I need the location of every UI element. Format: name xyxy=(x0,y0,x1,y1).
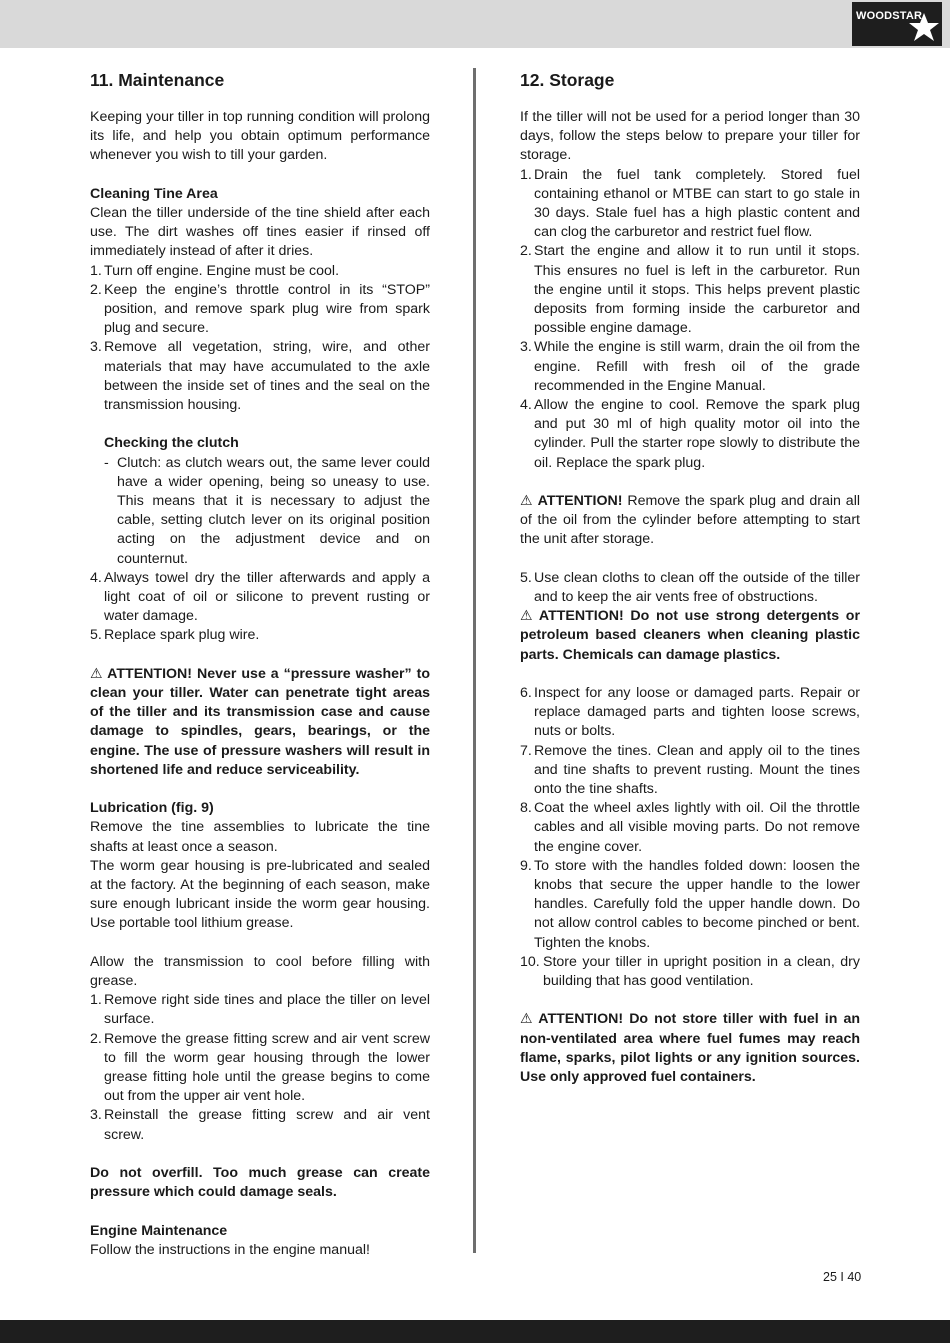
list-item: 1. Turn off engine. Engine must be cool. xyxy=(90,262,340,279)
pressure-washer-warning: ⚠ ATTENTION! Never use a “pressure washer” to clean your tiller. Water can penetrate tight areas of the tiller and its transmission case and cause damage to spindles, gears, bearings, or the engine. The use of pressure washers will result in shortened life and reduce serviceability. xyxy=(90,665,430,778)
star-icon xyxy=(904,12,940,42)
list-item: 6. Inspect for any loose or damaged parts. Repair or replace damaged parts and tighten loose screws, nuts or bolts. xyxy=(520,685,860,740)
detergent-warning: ⚠ ATTENTION! Do not use strong detergents or petroleum based cleaners when cleaning plastic parts. Chemicals can damage plastics. xyxy=(520,608,860,663)
list-item: 2. Remove the grease fitting screw and air vent screw to fill the worm gear housing through the lower grease fitting hole until the grease begins to come out from the upper air vent hole. xyxy=(90,1030,430,1105)
column-divider xyxy=(473,68,476,1253)
list-item: 4. Allow the engine to cool. Remove the spark plug and put 30 ml of high quality motor oil into the cylinder. Pull the starter rope slowly to distribute the oil. Replace the spark plug. xyxy=(520,397,860,471)
allow-cool-text: Allow the transmission to cool before filling with grease. xyxy=(90,953,430,990)
list-item: 8. Coat the wheel axles lightly with oil. Oil the throttle cables and all visible moving parts. Do not remove the engine cover. xyxy=(520,800,860,855)
list-item: 5. Use clean cloths to clean off the outside of the tiller and to keep the air vents free of obstructions. xyxy=(520,569,860,606)
lubrication-text-1: Remove the tine assemblies to lubricate the tine shafts at least once a season. xyxy=(90,819,430,855)
storage-intro: If the tiller will not be used for a period longer than 30 days, follow the steps below to prepare your tiller for storage. xyxy=(520,109,860,164)
maintenance-title: 11. Maintenance xyxy=(90,70,225,90)
footer-band xyxy=(0,1320,950,1343)
list-item: 1. Remove right side tines and place the tiller on level surface. xyxy=(90,992,430,1028)
maintenance-intro: Keeping your tiller in top running condition will prolong its life, and help you obtain optimum performance whenever you wish to till your garden. xyxy=(90,109,430,164)
header-band xyxy=(0,0,950,48)
list-item: 10. Store your tiller in upright position in a clean, dry building that has good ventilation. xyxy=(520,953,860,990)
list-item: 3. While the engine is still warm, drain the oil from the engine. Refill with fresh oil of the grade recommended in the Engine Manual. xyxy=(520,339,860,394)
cleaning-heading: Cleaning Tine Area xyxy=(90,185,218,202)
list-item: 7. Remove the tines. Clean and apply oil to the tines and tine shafts to prevent rusting. Mount the tines onto the tine shafts. xyxy=(520,742,860,798)
warning-icon: ⚠ xyxy=(90,665,103,682)
list-item: 9. To store with the handles folded down: loosen the knobs that secure the upper handle to the lower handles. Carefully fold the upper handle down. Do not allow control cables to become pinched or bent. Tighten the knobs. xyxy=(520,857,860,951)
warning-icon: ⚠ xyxy=(520,493,533,510)
logo-text: WOODSTAR xyxy=(856,10,923,22)
maintenance-section xyxy=(90,68,430,1260)
fuel-storage-warning: ⚠ ATTENTION! Do not store tiller with fuel in an non-ventilated area where fuel fumes may reach flame, sparks, pilot lights or any ignition sources. Use only approved fuel containers. xyxy=(520,1011,860,1086)
clutch-heading: Checking the clutch xyxy=(104,435,239,452)
list-item: 3. Remove all vegetation, string, wire, and other materials that may have accumulated to the axle between the inside set of tines and the seal on the transmission housing. xyxy=(90,339,430,414)
spark-plug-warning: ⚠ ATTENTION! Remove the spark plug and drain all of the oil from the cylinder before attempting to start the unit after storage. xyxy=(520,493,860,548)
list-item: 3. Reinstall the grease fitting screw and air vent screw. xyxy=(90,1107,430,1143)
clutch-item: - Clutch: as clutch wears out, the same lever could have a wider opening, being so uneasy to use. This means that it is necessary to adjust the cable, setting clutch lever on its original position acting on the adjustment device and on counternut. xyxy=(104,454,430,567)
clutch-block xyxy=(90,434,430,568)
list-item: 1. Drain the fuel tank completely. Stored fuel containing ethanol or MTBE can start to go stale in 30 days. Stale fuel has a high plastic content and can clog the carburetor and restrict fuel flow. xyxy=(520,166,860,241)
engine-maintenance-heading: Engine Maintenance xyxy=(90,1222,228,1239)
engine-maintenance-text: Follow the instructions in the engine manual! xyxy=(90,1241,370,1258)
warning-icon: ⚠ xyxy=(520,1011,533,1028)
woodstar-logo xyxy=(852,2,942,46)
page-number: 25 I 40 xyxy=(823,1270,862,1284)
overfill-warning: Do not overfill. Too much grease can create pressure which could damage seals. xyxy=(90,1165,430,1201)
list-item: 5. Replace spark plug wire. xyxy=(90,627,260,644)
warning-icon: ⚠ xyxy=(520,608,533,625)
lubrication-heading: Lubrication (fig. 9) xyxy=(90,800,214,817)
storage-title: 12. Storage xyxy=(520,70,615,90)
list-item: 2. Start the engine and allow it to run until it stops. This ensures no fuel is left in the carburetor. Run the engine until it stops. This helps prevent plastic deposits from forming inside the carburetor and possible engine damage. xyxy=(520,243,860,337)
list-item: 4. Always towel dry the tiller afterwards and apply a light coat of oil or silicone to prevent rusting or water damage. xyxy=(90,569,430,625)
list-item: 2. Keep the engine’s throttle control in its “STOP” position, and remove spark plug wire from spark plug and secure. xyxy=(90,281,430,337)
storage-section xyxy=(520,68,860,1087)
cleaning-text: Clean the tiller underside of the tine shield after each use. The dirt washes off tines easier if rinsed off immediately instead of after it dries. xyxy=(90,205,430,260)
lubrication-text-2: The worm gear housing is pre-lubricated and sealed at the factory. At the beginning of each season, make sure enough lubricant inside the worm gear housing. Use portable tool lithium grease. xyxy=(90,857,430,932)
